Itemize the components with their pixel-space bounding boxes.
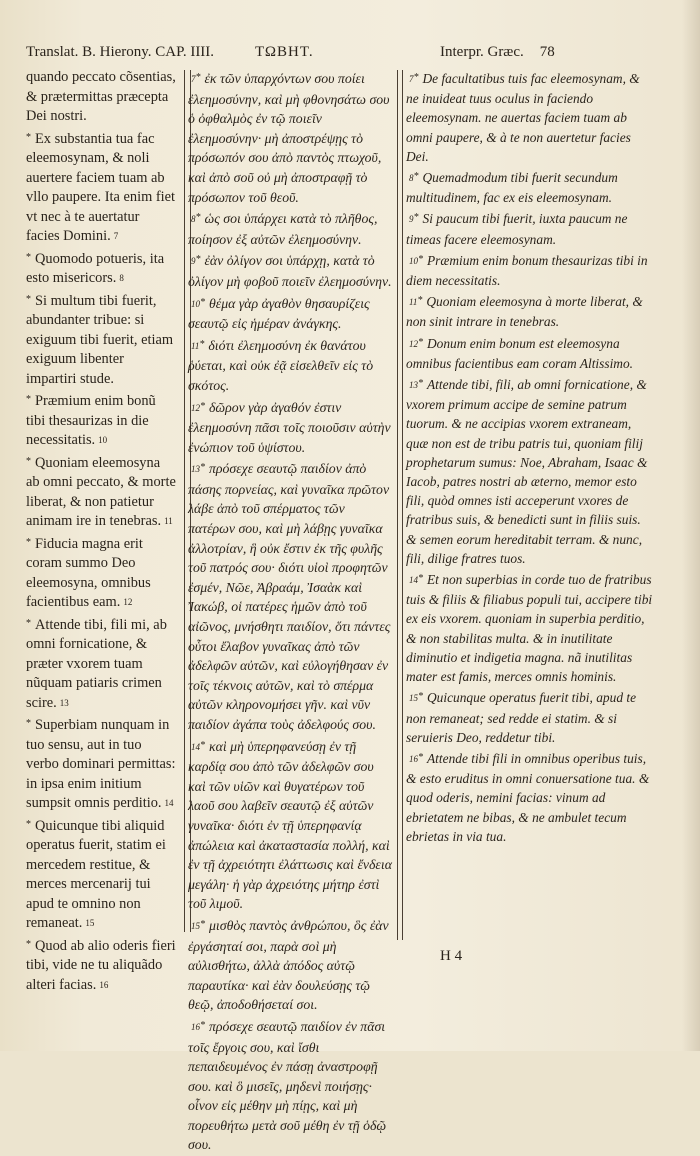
interp-verse: 9* Si paucum tibi fuerit, iuxta paucum ne timeas facere eleemosynam.: [406, 211, 628, 247]
header-right: [440, 44, 555, 61]
column-rule: [397, 70, 398, 940]
column-rule: [184, 70, 185, 932]
header-right-label: Interpr. Græc.: [440, 44, 524, 60]
interp-verse: 12* Donum enim bonum est eleemosyna omnibus facientibus eam coram Altissimo.: [406, 335, 634, 371]
running-header: [0, 44, 700, 68]
interp-verse: 7* De facultatibus tuis fac eleemosynam, & ne inuideat tuus oculus in faciendo eleemosynam. ne auertas faciem tuam ab omni paupere, & à te non auertetur facies Dei.: [406, 71, 640, 164]
greek-verse: 14* καὶ μὴ ὑπερηφανεύσῃ ἐν τῇ καρδίᾳ σου ἀπὸ τῶν ἀδελφῶν σου καὶ τῶν υἱῶν καὶ θυγατέρων τοῦ λαοῦ σου λαβεῖν σεαυτῷ ἐξ αὐτῶν γυναῖκα· διότι ἐν τῇ ὑπερηφανίᾳ ἀπώλεια καὶ ἀκαταστασία πολλή, καὶ ἐν τῇ ἀχρειότητι ἐλάττωσις καὶ ἔνδεια μεγάλη· ἡ γὰρ ἀχρειότης μήτηρ ἐστὶ τοῦ λιμοῦ.: [188, 738, 392, 912]
interp-verse: 15* Quicunque operatus fuerit tibi, apud te non remaneat; sed redde ei statim. & si seruieris Deo, reddetur tibi.: [406, 690, 637, 745]
latin-verse: * Præmium enim bonũ tibi thesaurizas in die necessitatis. 10: [26, 393, 156, 448]
column-rule: [402, 70, 403, 940]
latin-verse: * Quoniam eleemosyna ab omni peccato, & morte liberat, & non patietur animam ire in tenebras. 11: [26, 454, 176, 529]
latin-verse: * Quod ab alio oderis fieri tibi, vide ne tu aliquãdo alteri facias. 16: [26, 937, 176, 993]
greek-verse: 7* ἐκ τῶν ὑπαρχόντων σου ποίει ἐλεημοσύνην, καὶ μὴ φθονησάτω σου ὁ ὀφθαλμὸς ἐν τῷ ποιεῖν ἐλεημοσύνην· μὴ ἀποστρέψῃς τὸ πρόσωπόν σου ἀπὸ παντὸς πτωχοῦ, καὶ ἀπὸ σοῦ οὐ μὴ ἀποστραφῇ τὸ πρόσωπον τοῦ θεοῦ.: [188, 71, 390, 205]
interp-verse: 16* Attende tibi fili in omnibus operibus tuis, & esto eruditus in omni conuersatione tua. & quod oderis, nemini facias: vinum ad ebrietatem ne bibas, & ne ambulet tecum ebrietas in via tua.: [406, 750, 650, 844]
header-center: ΤΩΒΗΤ.: [255, 44, 314, 60]
interp-verse: 14* Et non superbias in corde tuo de fratribus tuis & filiis & filiabus populi tui, accipere tibi ex eis vxorem. quoniam in superbia perditio, & non stabilitas multa. & in inutilitate diminutio et indigetia magna. nã inutilitas mater est famis, merces omnis hominis.: [406, 572, 653, 685]
latin-verse: * Attende tibi, fili mi, ab omni fornicatione, & præter vxorem tuam nũquam patiaris crimen scire. 13: [26, 616, 167, 711]
interp-verse: 10* Præmium enim bonum thesaurizas tibi in diem necessitatis.: [406, 252, 648, 289]
latin-verse: * Quicunque tibi aliquid operatus fuerit, statim ei mercedem restitue, & merces mercenarij tui apud te omnino non remaneat. 15: [26, 817, 166, 931]
interp-verse: 11* Quoniam eleemosyna à morte liberat, & non sinit intrare in tenebras.: [406, 294, 643, 330]
latin-verse: * Quomodo potueris, ita esto misericors. 8: [26, 250, 165, 286]
interp-verse: 8* Quemadmodum tibi fuerit secundum multitudinem, fac ex eis eleemosynam.: [406, 170, 618, 206]
latin-verse: * Superbiam nunquam in tuo sensu, aut in tuo verbo dominari permittas: in ipsa enim initium sumpsit omnis perditio. 14: [26, 717, 176, 811]
latin-column: [26, 68, 176, 996]
interpretation-column: [406, 68, 654, 847]
greek-verse: 12* δῶρον γὰρ ἀγαθόν ἐστιν ἐλεημοσύνη πᾶσι τοῖς ποιοῦσιν αὐτὴν ἐνώπιον τοῦ ὑψίστου.: [188, 399, 391, 455]
greek-verse: 11* διότι ἐλεημοσύνη ἐκ θανάτου ῥύεται, καὶ οὐκ ἐᾷ εἰσελθεῖν εἰς τὸ σκότος.: [188, 337, 374, 393]
interp-verse: 13* Attende tibi, fili, ab omni fornicatione, & vxorem primum accipe de semine patrum tuorum. & ne accipias vxorem extraneam, quæ non est de tribu patris tui, quoniam filij prophetarum sumus: Noe, Abraham, Isaac & Iacob, patres nostri ab æterno, memor esto fili, quòd omnes isti acceperunt vxores de fratribus suis, & benedicti sunt in filiis suis. & semen eorum hereditabit terram. & nunc, fili, dilige fratres tuos.: [406, 377, 648, 566]
header-left: Translat. B. Hierony. CAP. IIII.: [26, 44, 215, 60]
greek-verse: 15* μισθὸς παντὸς ἀνθρώπου, ὃς ἐὰν ἐργάσηταί σοι, παρὰ σοὶ μὴ αὐλισθήτω, ἀλλὰ ἀπόδος αὐτῷ παραυτίκα· καὶ ἐὰν δουλεύσῃς τῷ θεῷ, ἀποδοθήσεταί σοι.: [188, 917, 389, 1013]
greek-verse: 16* πρόσεχε σεαυτῷ παιδίον ἐν πᾶσι τοῖς ἔργοις σου, καὶ ἴσθι πεπαιδευμένος ἐν πάσῃ ἀναστροφῇ σου. καὶ ὃ μισεῖς, μηδενὶ ποιήσῃς· οἶνον εἰς μέθην μὴ πίῃς, καὶ μὴ πορευθήτω μετὰ σοῦ μέθη ἐν τῇ ὁδῷ σου.: [188, 1018, 387, 1153]
latin-verse: quando peccato cõsentias, & prætermittas præcepta Dei nostri.: [26, 69, 176, 124]
greek-verse: 8* ὡς σοι ὑπάρχει κατὰ τὸ πλῆθος, ποίησον ἐξ αὐτῶν ἐλεημοσύνην.: [188, 211, 378, 247]
page-number: 78: [539, 44, 555, 60]
latin-verse: * Si multum tibi fuerit, abundanter tribue: si exiguum tibi fuerit, etiam exiguum libenter impartiri stude.: [26, 292, 174, 387]
latin-verse: * Ex substantia tua fac eleemosynam, & noli auertere faciem tuam ab vllo paupere. Ita enim fiet vt nec à te auertatur facies Domini. 7: [26, 130, 176, 244]
signature-mark: H 4: [440, 948, 463, 964]
greek-verse: 9* ἐὰν ὀλίγον σοι ὑπάρχῃ, κατὰ τὸ ὀλίγον μὴ φοβοῦ ποιεῖν ἐλεημοσύνην.: [188, 253, 392, 289]
greek-verse: 13* πρόσεχε σεαυτῷ παιδίον ἀπὸ πάσης πορνείας, καὶ γυναῖκα πρῶτον λάβε ἀπὸ τοῦ σπέρματος τῶν πατέρων σου, καὶ μὴ λάβῃς γυναῖκα ἀλλοτρίαν, ἣ οὐκ ἔστιν ἐκ τῆς φυλῆς τοῦ πατρός σου· διότι υἱοὶ προφητῶν ἐσμέν, Νῶε, Ἀβραάμ, Ἰσαὰκ καὶ Ἰακώβ, οἱ πατέρες ἡμῶν ἀπὸ τοῦ αἰῶνος, μνήσθητι παιδίον, ὅτι πάντες οὗτοι ἔλαβον γυναῖκας ἀπὸ τῶν ἀδελφῶν αὐτῶν, καὶ εὐλογήθησαν ἐν τοῖς τέκνοις αὐτῶν, καὶ τὸ σπέρμα αὐτῶν κληρονομήσει γῆν. καὶ νῦν παιδίον ἀγάπα τοὺς ἀδελφούς σου.: [188, 461, 391, 732]
greek-column: [188, 68, 393, 1156]
greek-verse: 10* θέμα γὰρ ἀγαθὸν θησαυρίζεις σεαυτῷ εἰς ἡμέραν ἀνάγκης.: [188, 295, 370, 332]
latin-verse: * Fiducia magna erit coram summo Deo eleemosyna, omnibus facientibus eam. 12: [26, 535, 151, 610]
